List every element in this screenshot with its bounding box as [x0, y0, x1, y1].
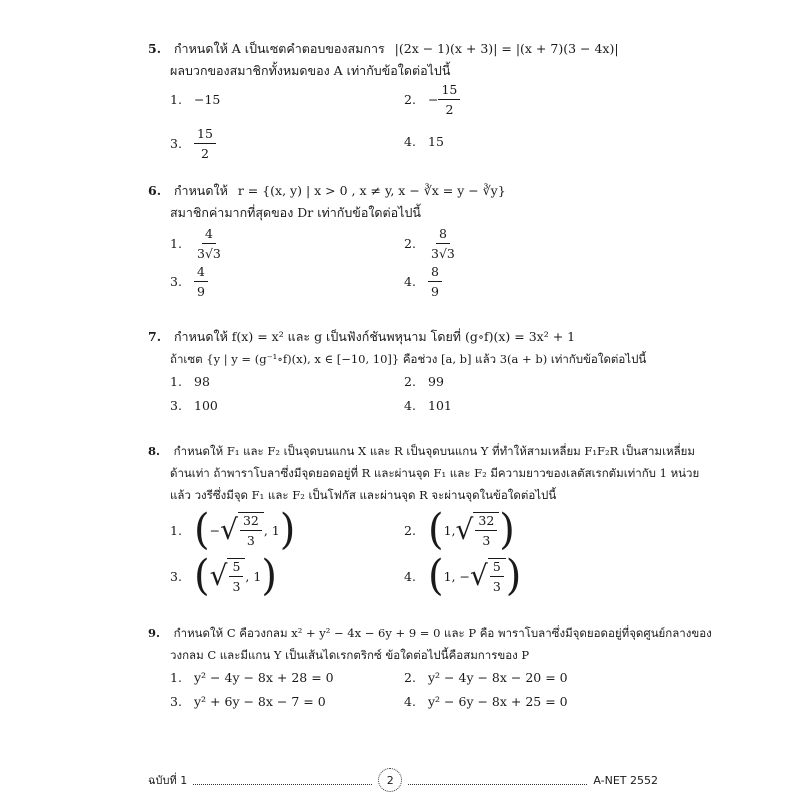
square-root: √ $\frac{5}{3}$ — [470, 558, 506, 594]
fraction — [428, 226, 458, 261]
option-2[interactable] — [404, 374, 444, 389]
option-number: 1. — [170, 670, 182, 685]
question-number: 7. — [148, 329, 162, 344]
option-2[interactable] — [404, 226, 458, 261]
option-1[interactable] — [170, 92, 220, 107]
option-value: 99 — [428, 374, 444, 389]
question-6-options — [148, 224, 668, 304]
option-4[interactable] — [404, 551, 522, 601]
denominator: 2 — [200, 146, 209, 161]
option-value: y² + 6y − 8x − 7 = 0 — [194, 694, 326, 709]
fraction — [194, 226, 224, 261]
option-sign: − — [428, 92, 439, 107]
option-number: 3. — [170, 568, 182, 584]
question-7-line2: ถ้าเซต {y | y = (g⁻¹∘f)(x), x ∈ [−10, 10]} คือช่วง [a, b] แล้ว 3(a + b) เท่ากับข้อใดต่อไปนี้ — [170, 352, 647, 366]
denominator: 9 — [431, 284, 439, 299]
option-number: 3. — [170, 136, 182, 151]
question-8-stem — [148, 440, 695, 462]
ordered-pair: ( √ $\frac{5}{3}$ , 1 ) — [194, 551, 277, 601]
option-1[interactable] — [170, 670, 334, 685]
numerator: 5 — [490, 559, 504, 577]
option-number: 4. — [404, 568, 416, 584]
question-number: 9. — [148, 626, 161, 640]
question-5 — [148, 38, 668, 162]
square-root: √ $\frac{32}{3}$ — [456, 512, 500, 548]
option-value: 101 — [428, 398, 452, 413]
option-number: 1. — [170, 522, 182, 538]
denominator: 3 — [482, 533, 491, 548]
question-8-line3: แล้ว วงรีซึ่งมีจุด F₁ และ F₂ เป็นโฟกัส และผ่านจุด R จะผ่านจุดในข้อใดต่อไปนี้ — [170, 488, 557, 502]
numerator: 32 — [240, 513, 262, 531]
option-number: 1. — [170, 374, 182, 389]
question-text: กำหนดให้ C คือวงกลม x² + y² − 4x − 6y + 9 = 0 และ P คือ พาราโบลาซึ่งมีจุดยอดอยู่ที่จุดศูนย์กลางของ — [173, 626, 712, 640]
ordered-pair: ( − √ $\frac{32}{3}$ , 1 ) — [194, 505, 296, 555]
footer-leader-left — [193, 776, 372, 785]
option-number: 3. — [170, 398, 182, 413]
option-value: 100 — [194, 398, 218, 413]
fraction — [194, 264, 208, 299]
footer-leader-right — [408, 776, 587, 785]
fraction — [438, 82, 460, 117]
fraction — [194, 126, 216, 161]
footer-edition: ฉบับที่ 1 — [148, 774, 188, 787]
numerator: 5 — [229, 559, 243, 577]
page-number: 2 — [386, 773, 394, 787]
question-text: กำหนดให้ A เป็นเซตคำตอบของสมการ — [173, 41, 385, 56]
option-number: 1. — [170, 236, 182, 251]
denominator: 3 — [232, 579, 241, 594]
option-value: −15 — [194, 92, 221, 107]
option-number: 2. — [404, 374, 416, 389]
option-3[interactable] — [170, 694, 326, 709]
option-value: 15 — [428, 134, 444, 149]
square-root: √ $\frac{5}{3}$ — [210, 558, 246, 594]
question-5-stem — [148, 38, 668, 60]
question-9-options — [148, 666, 668, 716]
square-root: √ $\frac{32}{3}$ — [220, 512, 264, 548]
question-number: 6. — [148, 183, 162, 198]
ordered-pair: ( 1, − √ $\frac{5}{3}$ ) — [428, 551, 522, 601]
denominator: 3√3 — [197, 246, 221, 261]
option-3[interactable] — [170, 551, 277, 601]
option-number: 2. — [404, 522, 416, 538]
option-number: 2. — [404, 670, 416, 685]
pair-suffix: , 1 — [263, 522, 280, 538]
numerator: 4 — [202, 226, 216, 244]
pair-prefix: 1, − — [443, 568, 470, 584]
option-2[interactable] — [404, 505, 515, 555]
question-text: กำหนดให้ f(x) = x² และ g เป็นฟังก์ชันพหุนาม โดยที่ (g∘f)(x) = 3x² + 1 — [173, 329, 576, 344]
question-5-options — [148, 82, 668, 162]
option-4[interactable] — [404, 398, 452, 413]
option-1[interactable] — [170, 226, 224, 261]
option-number: 1. — [170, 92, 182, 107]
option-value: 98 — [194, 374, 210, 389]
numerator: 4 — [194, 264, 208, 282]
fraction — [428, 264, 442, 299]
question-number: 5. — [148, 41, 162, 56]
option-3[interactable] — [170, 398, 218, 413]
option-4[interactable] — [404, 694, 568, 709]
page-footer — [148, 768, 658, 792]
option-4[interactable] — [404, 264, 442, 299]
question-text: กำหนดให้ F₁ และ F₂ เป็นจุดบนแกน X และ R เป็นจุดบนแกน Y ที่ทำให้สามเหลี่ยม F₁F₂R เป็นสามเหลี่ยม — [173, 444, 695, 458]
option-1[interactable] — [170, 374, 210, 389]
denominator: 2 — [445, 102, 454, 117]
option-1[interactable] — [170, 505, 296, 555]
pair-prefix: 1, — [443, 522, 456, 538]
option-3[interactable] — [170, 264, 208, 299]
page-number-badge — [378, 768, 402, 792]
option-number: 4. — [404, 134, 416, 149]
equation: |(2x − 1)(x + 3)| = |(x + 7)(3 − 4x)| — [394, 41, 619, 56]
option-number: 2. — [404, 92, 416, 107]
question-6-stem — [148, 180, 668, 202]
question-9 — [148, 622, 712, 716]
ordered-pair: ( 1, √ $\frac{32}{3}$ ) — [428, 505, 515, 555]
option-number: 3. — [170, 694, 182, 709]
question-6 — [148, 180, 668, 304]
option-number: 3. — [170, 274, 182, 289]
option-value: y² − 4y − 8x + 28 = 0 — [194, 670, 334, 685]
question-9-stem — [148, 622, 712, 644]
question-9-line2: วงกลม C และมีแกน Y เป็นเส้นไดเรกตริกซ์ ข้อใดต่อไปนี้คือสมการของ P — [170, 648, 530, 662]
pair-suffix: , 1 — [245, 568, 262, 584]
option-2[interactable] — [404, 82, 460, 117]
option-number: 4. — [404, 694, 416, 709]
numerator: 32 — [475, 513, 497, 531]
question-8 — [148, 440, 700, 601]
denominator: 3 — [492, 579, 501, 594]
question-6-line2: สมาชิกค่ามากที่สุดของ Dr เท่ากับข้อใดต่อไปนี้ — [170, 205, 421, 220]
option-number: 4. — [404, 274, 416, 289]
question-7-options — [148, 370, 668, 420]
question-8-options — [148, 506, 668, 600]
question-7-stem — [148, 326, 668, 348]
relation: r = {(x, y) | x > 0 , x ≠ y, x − ∛x = y − ∛y} — [237, 183, 506, 198]
option-value: y² − 6y − 8x + 25 = 0 — [428, 694, 568, 709]
option-value: y² − 4y − 8x − 20 = 0 — [428, 670, 568, 685]
numerator: 8 — [436, 226, 450, 244]
option-number: 4. — [404, 398, 416, 413]
denominator: 3√3 — [431, 246, 455, 261]
numerator: 15 — [194, 126, 216, 144]
footer-exam-name: A-NET 2552 — [593, 773, 658, 787]
question-8-line2: ด้านเท่า ถ้าพาราโบลาซึ่งมีจุดยอดอยู่ที่ R และผ่านจุด F₁ และ F₂ มีความยาวของเลตัสเรกตัมเท่ากับ 1 หน่วย — [170, 466, 700, 480]
question-number: 8. — [148, 444, 161, 458]
question-5-line2: ผลบวกของสมาชิกทั้งหมดของ A เท่ากับข้อใดต่อไปนี้ — [170, 63, 451, 78]
question-7 — [148, 326, 668, 420]
pair-prefix: − — [209, 522, 221, 538]
denominator: 9 — [197, 284, 205, 299]
option-3[interactable] — [170, 126, 216, 161]
numerator: 15 — [438, 82, 460, 100]
numerator: 8 — [428, 264, 442, 282]
option-2[interactable] — [404, 670, 568, 685]
denominator: 3 — [246, 533, 255, 548]
question-text: กำหนดให้ — [173, 183, 228, 198]
option-number: 2. — [404, 236, 416, 251]
option-4[interactable] — [404, 134, 444, 149]
